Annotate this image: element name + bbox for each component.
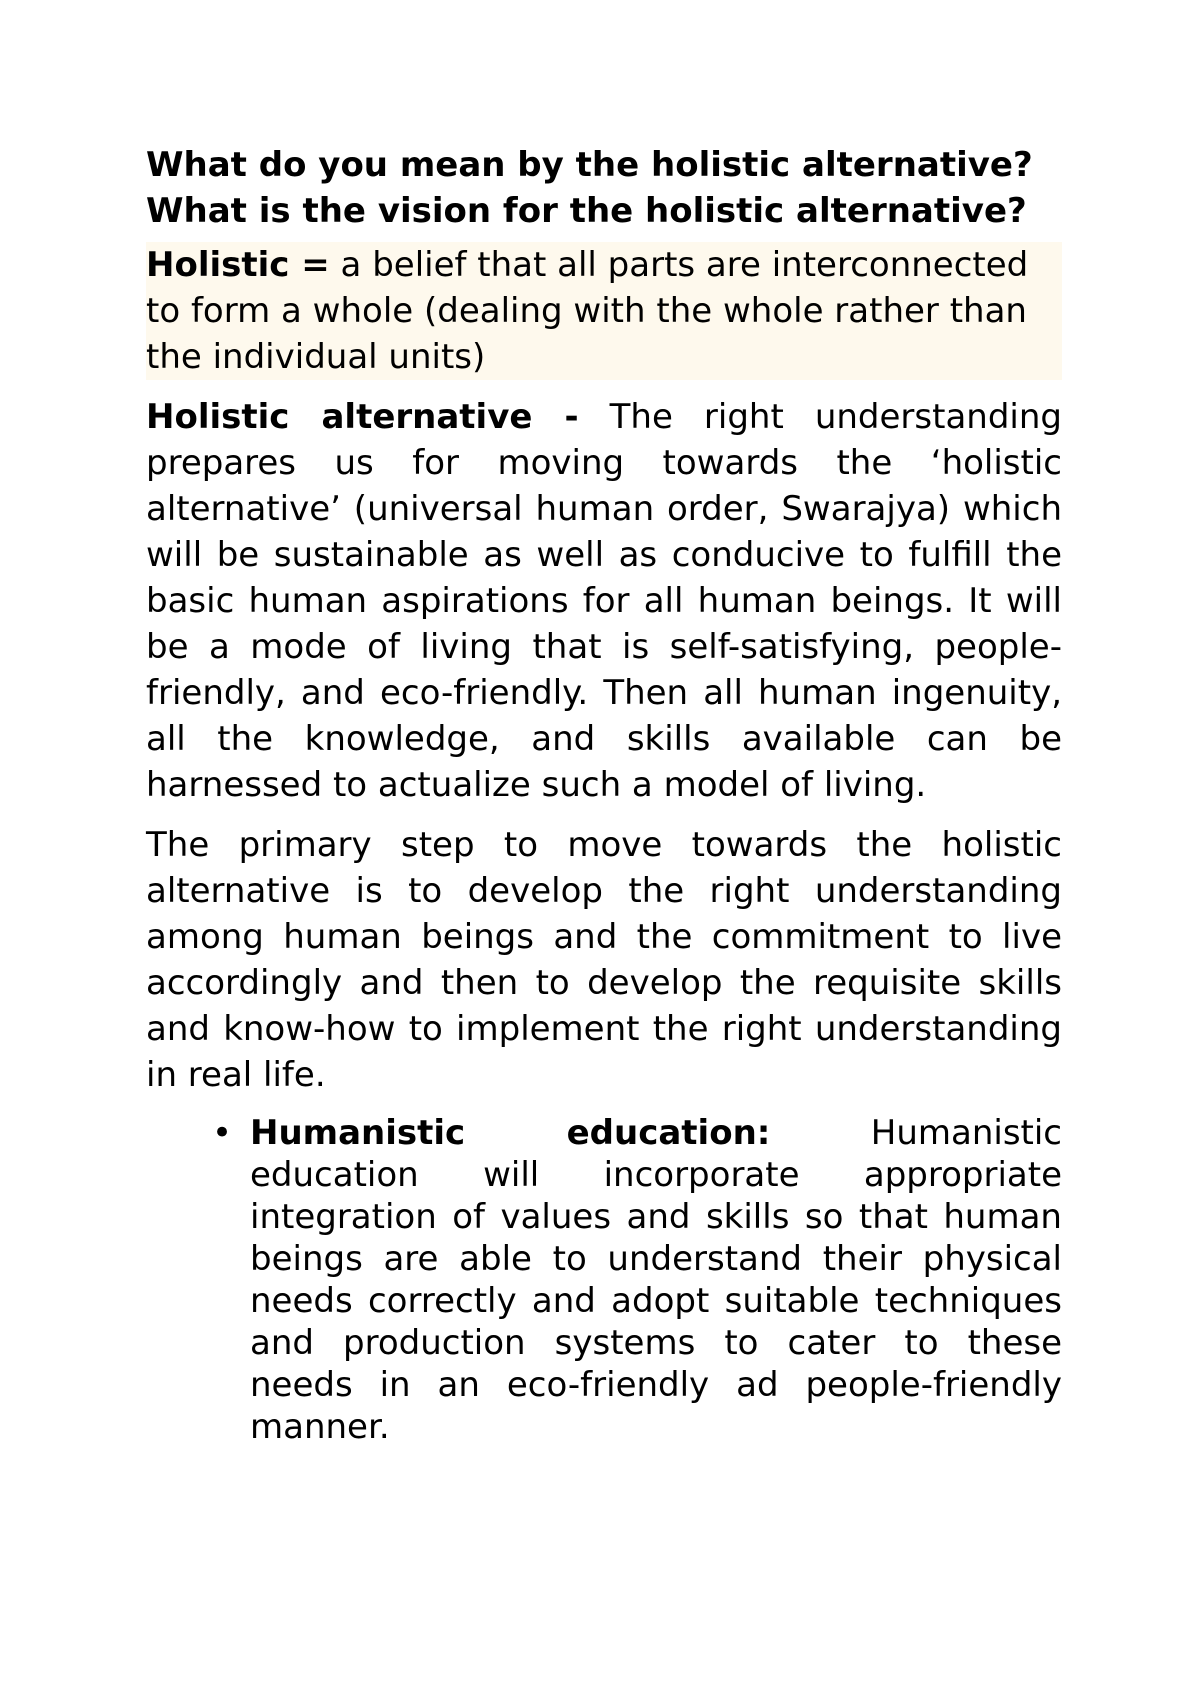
bullet-text: Humanistic education will incorporate appropriate integration of values and skills so that human beings are able to understand their physical needs correctly and adopt suitable techniques and production systems to cater to these needs in an eco-friendly ad people-friendly manner. [250, 1113, 1063, 1447]
question-heading: What do you mean by the holistic alternative? What is the vision for the holistic alternative? [146, 145, 1033, 231]
bullet-term: Humanistic education: [250, 1113, 771, 1153]
holistic-alternative-term: Holistic alternative - [146, 397, 579, 437]
holistic-alternative-text: The right understanding prepares us for moving towards the ‘holistic alternative’ (universal human order, Swarajya) which will be sustainable as well as conducive to fulfill the basic human aspirations for all human beings. It will be a mode of living that is self-satisfying, people-friendly, and eco-friendly. Then all human ingenuity, all the knowledge, and skills available can be harnessed to actualize such a model of living. [146, 397, 1062, 805]
definition-text: a belief that all parts are interconnected to form a whole (dealing with the whole rather than the individual units) [146, 245, 1029, 377]
primary-step-paragraph: The primary step to move towards the holistic alternative is to develop the right understanding among human beings and the commitment to live accordingly and then to develop the requisite skills and know-how to implement the right understanding in real life. [146, 825, 1062, 1095]
bullet-list [146, 1112, 1062, 1448]
holistic-alternative-paragraph [146, 394, 1062, 808]
document-page [146, 142, 1062, 1448]
list-item [146, 1112, 1062, 1448]
holistic-definition [146, 242, 1062, 380]
definition-term: Holistic = [146, 245, 330, 285]
bullet-icon: • [212, 1113, 233, 1153]
